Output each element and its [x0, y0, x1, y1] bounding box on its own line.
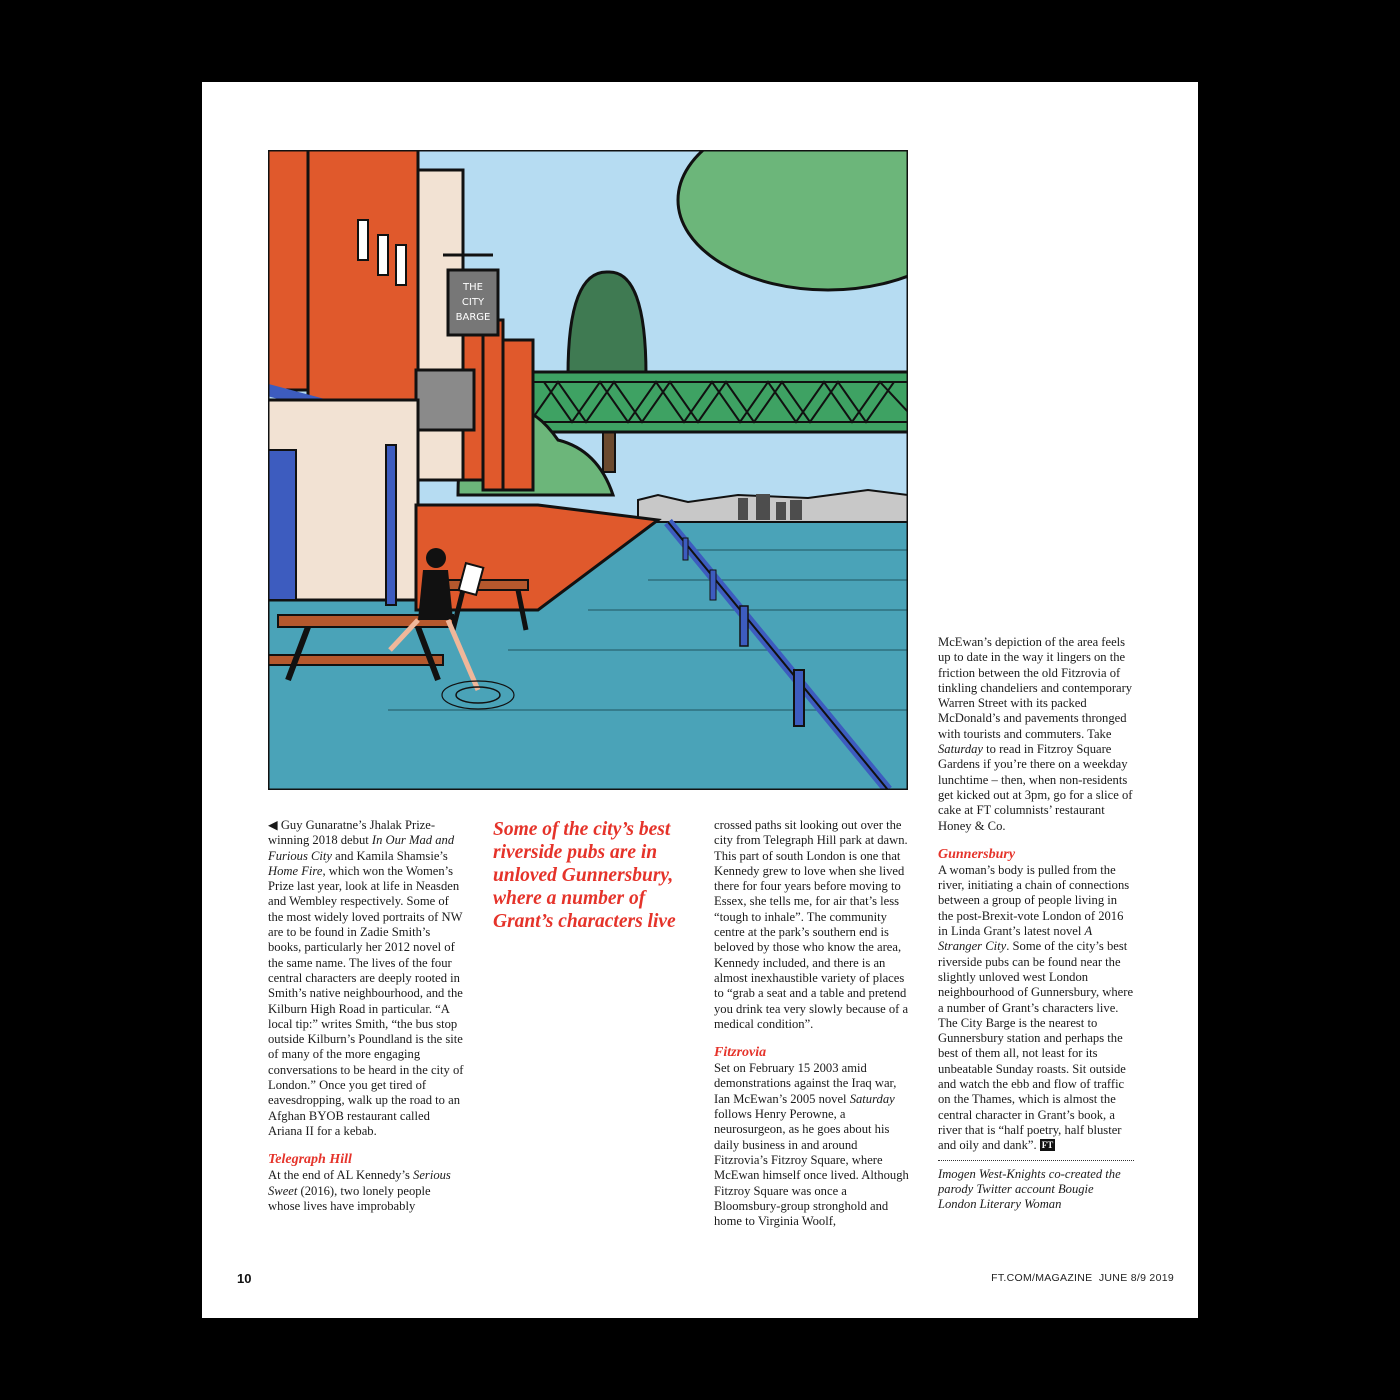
col4-paragraph-1: McEwan’s depiction of the area feels up to date in the way it lingers on the friction between the old Fitzrovia of tinkling chandeliers and contemporary Warren Street with its packed McDonald’s and pavements thronged with tourists and commuters. Take Saturday to read in Fitzroy Square Gardens if you’re there on a weekday lunchtime – then, when non-residents get kicked out at 3pm, go for a slice of cake at FT columnists’ restaurant Honey & Co. [938, 635, 1133, 833]
column-3 [714, 818, 910, 1229]
byline-divider [938, 1160, 1134, 1161]
column-1 [268, 818, 464, 1214]
col3-paragraph-1: crossed paths sit looking out over the city from Telegraph Hill park at dawn. This part of south London is one that Kennedy grew to love when she lived there for four years before moving to Essex, she tells me, for air that’s less “tough to inhale”. The community centre at the park’s southern end is beloved by those who know the area, Kennedy included, and there is an almost inexhaustible variety of places to “grab a seat and a table and pretend you drink tea very slowly because of a medical condition”. [714, 818, 909, 1031]
column-4 [938, 635, 1134, 1212]
continued-arrow-icon: ◀ [268, 818, 278, 832]
heading-fitzrovia: Fitzrovia [714, 1045, 767, 1061]
railway-bridge [530, 372, 908, 432]
author-byline: Imogen West-Knights co-created the parody Twitter account Bougie London Literary Woman [938, 1166, 1121, 1212]
col1-paragraph-1: ◀ Guy Gunaratne’s Jhalak Prize-winning 2018 debut In Our Mad and Furious City and Kamila Shamsie’s Home Fire, which won the Women’s Prize last year, look at life in Neasden and Wembley respectively. Some of the most widely loved portraits of NW are to be found in Zadie Smith’s books, particularly her 2012 novel of the same name. The lives of the four central characters are deeply rooted in Smith’s native neighbourhood, and the Kilburn High Road in particular. “A local tip:” writes Smith, “the bus stop outside Kilburn’s Poundland is the site of many of the more engaging conversations to be heard in the city of London.” Once you get tired of eavesdropping, walk up the road to an Afghan BYOB restaurant called Ariana II for a kebab. [268, 818, 464, 1138]
ft-logo-icon: FT [1041, 1140, 1054, 1151]
col3-paragraph-2: Set on February 15 2003 amid demonstrations against the Iraq war, Ian McEwan’s 2005 novel Saturday follows Henry Perowne, a neurosurgeon, as he goes about his daily business in and around Fitzrovia’s Fitzroy Square, where McEwan himself once lived. Although Fitzroy Square was once a Bloomsbury-group stronghold and home to Virginia Woolf, [714, 1061, 909, 1229]
heading-telegraph-hill: Telegraph Hill [268, 1152, 352, 1168]
pub-sign-line-3: BARGE [455, 312, 491, 323]
pub-sign-line-1: THE [463, 282, 483, 293]
pull-quote: Some of the city’s best riverside pubs are in unloved Gunnersbury, where a number of Grant’s characters live [493, 819, 676, 932]
footer-source: FT.COM/MAGAZINE JUNE 8/9 2019 [991, 1272, 1174, 1284]
page-number: 10 [237, 1271, 252, 1286]
pub-sign-line-2: CITY [461, 297, 485, 308]
riverside-pub-illustration [268, 150, 908, 790]
heading-gunnersbury: Gunnersbury [938, 846, 1016, 862]
col1-paragraph-2: At the end of AL Kennedy’s Serious Sweet (2016), two lonely people whose lives have improbably [268, 1168, 451, 1213]
col4-paragraph-2: A woman’s body is pulled from the river, initiating a chain of connections between a group of people living in the post-Brexit-vote London of 2016 in Linda Grant’s latest novel A Stranger City. Some of the city’s best riverside pubs can be found near the slightly unloved west London neighbourhood of Gunnersbury, where a number of Grant’s characters live. The City Barge is the nearest to Gunnersbury station and perhaps the best of them all, not least for its unbeatable Sunday roasts. Sit outside and watch the ebb and flow of traffic on the Thames, which is almost the central character in Grant’s book, a river that is “half poetry, half bluster and oily and dank”. FT [938, 862, 1134, 1153]
